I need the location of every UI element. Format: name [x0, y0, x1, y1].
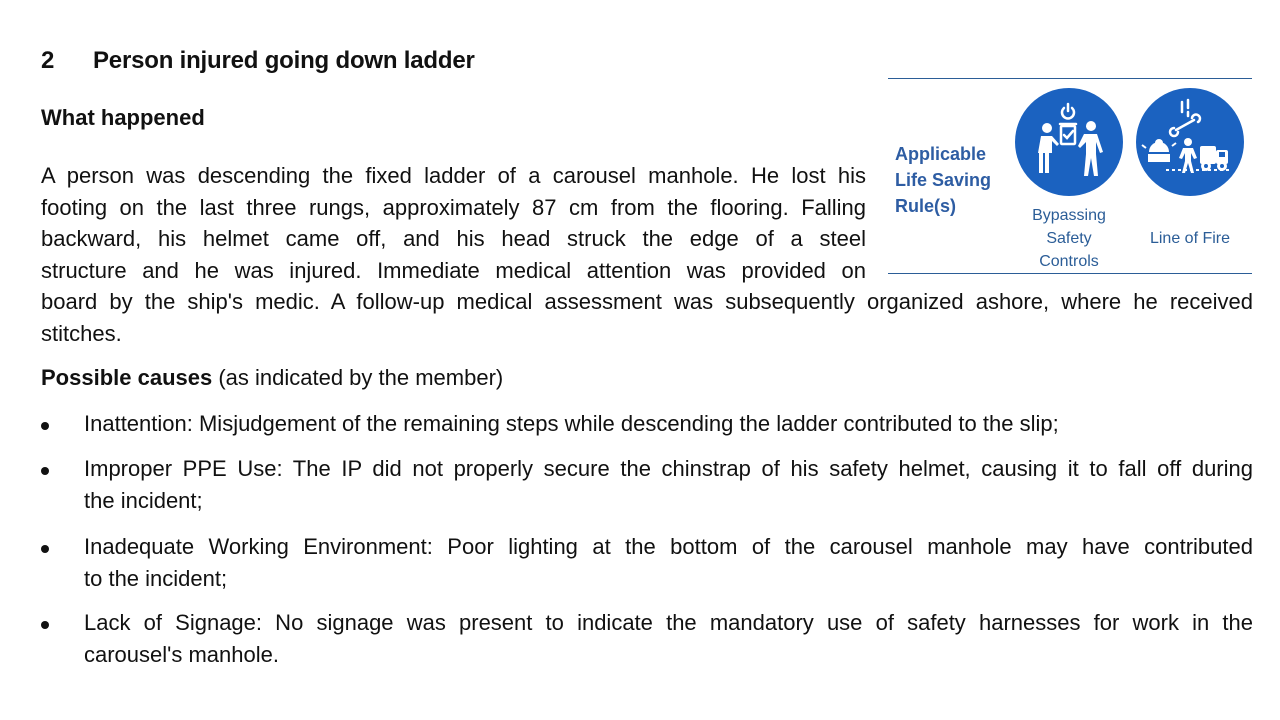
list-item-line: Inattention: Misjudgement of the remaining steps while descending the ladder contributed to the slip;	[84, 411, 1059, 436]
section-title: Person injured going down ladder	[93, 47, 475, 74]
list-item-text	[84, 408, 1253, 440]
possible-causes-heading	[41, 365, 503, 391]
list-item-line: the incident;	[84, 488, 203, 513]
title-line: Applicable	[895, 144, 987, 164]
possible-causes-title: Possible causes	[41, 365, 213, 390]
section-number: 2	[41, 47, 55, 74]
line-of-fire-icon	[1136, 88, 1244, 196]
title-line: Rule(s)	[895, 196, 957, 216]
rule-label-line: Line of Fire	[1149, 230, 1231, 247]
list-item-line: Improper PPE Use: The IP did not properly secure the chinstrap of his safety helmet, causing it to fall off during	[84, 456, 1253, 481]
bullet-icon	[41, 467, 49, 475]
paragraph-line: footing on the last three rungs, approximately 87 cm from the flooring. Falling	[41, 194, 866, 220]
list-item-text	[84, 453, 1253, 517]
list-item-line: Lack of Signage: No signage was present to indicate the mandatory use of safety harnesses for work in the	[84, 610, 1253, 635]
list-item-line: Inadequate Working Environment: Poor lighting at the bottom of the carousel manhole may have contributed	[84, 534, 1253, 559]
paragraph-line: structure and he was injured. Immediate medical attention was provided on	[41, 257, 866, 283]
list-item-text	[84, 531, 1253, 595]
bullet-icon	[41, 422, 49, 430]
possible-causes-note: (as indicated by the member)	[212, 365, 504, 390]
section-heading	[41, 47, 475, 75]
paragraph-line: backward, his helmet came off, and his head struck the edge of a steel	[41, 226, 866, 251]
rule-label-line: Safety	[1046, 230, 1092, 247]
title-line: Life Saving	[895, 170, 992, 190]
list-item-text	[84, 607, 1253, 671]
rule-label-line: Controls	[1039, 253, 1099, 270]
paragraph-line: stitches.	[41, 320, 122, 346]
life-saving-rules-box	[888, 78, 1252, 274]
paragraph-line: board by the ship's medic. A follow-up medical assessment was subsequently organized ashore, where he received	[41, 289, 1253, 314]
what-happened-heading: What happened	[41, 105, 205, 130]
rule-label-bypassing	[1009, 204, 1129, 273]
bullet-icon	[41, 621, 49, 629]
paragraph-line: A person was descending the fixed ladder of a carousel manhole. He lost his	[41, 163, 866, 188]
list-item-line: to the incident;	[84, 566, 228, 591]
rule-label-line-of-fire	[1130, 227, 1250, 250]
list-item-line: carousel's manhole.	[84, 642, 279, 667]
life-saving-rules-title	[895, 141, 991, 219]
bullet-icon	[41, 545, 49, 553]
bypassing-safety-controls-icon	[1015, 88, 1123, 196]
rule-label-line: Bypassing	[1032, 207, 1106, 224]
